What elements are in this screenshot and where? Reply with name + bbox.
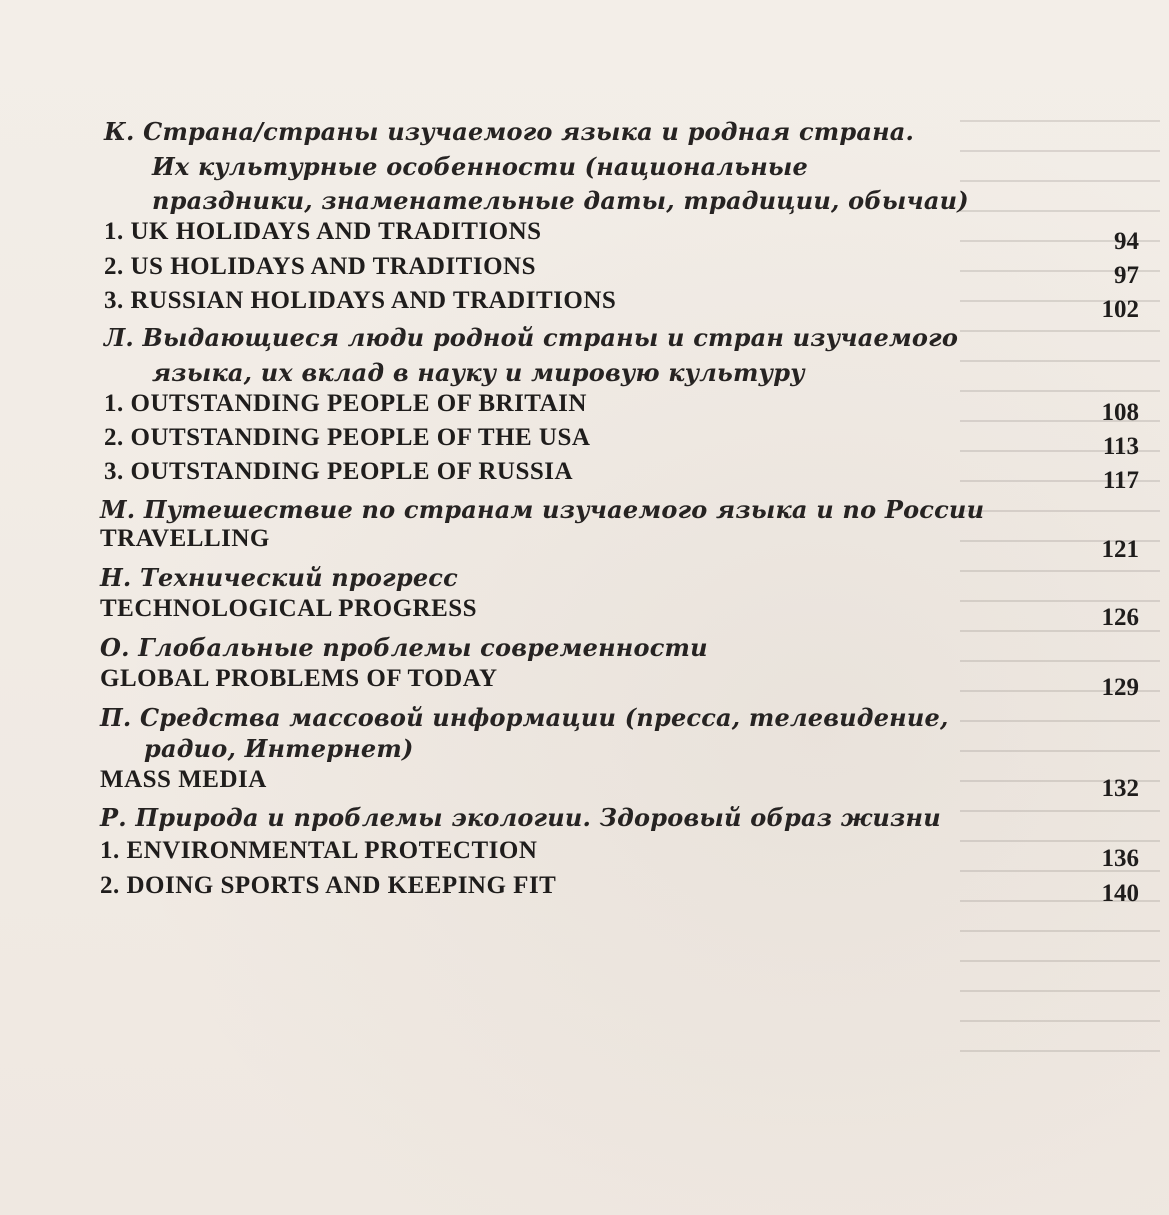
section-heading-p-line-1: П. Средства массовой информации (пресса, телевидение, bbox=[100, 703, 949, 732]
section-heading-l-line-1: Л. Выдающиеся люди родной страны и стран изучаемого bbox=[104, 323, 959, 352]
section-heading-k-line-1: К. Страна/страны изучаемого языка и родная страна. bbox=[104, 117, 915, 146]
toc-entry-global-problems[interactable]: GLOBAL PROBLEMS OF TODAY bbox=[100, 665, 498, 692]
page-number-people-usa: 113 bbox=[1102, 433, 1139, 460]
page-number-uk-holidays: 94 bbox=[1114, 228, 1139, 255]
page-number-us-holidays: 97 bbox=[1114, 262, 1139, 289]
toc-entry-uk-holidays[interactable]: 1. UK HOLIDAYS AND TRADITIONS bbox=[104, 218, 542, 245]
toc-entry-russian-holidays[interactable]: 3. RUSSIAN HOLIDAYS AND TRADITIONS bbox=[104, 287, 617, 314]
page-number-environmental-protection: 136 bbox=[1101, 845, 1139, 872]
section-heading-p-line-2: радио, Интернет) bbox=[144, 734, 414, 763]
page-number-doing-sports: 140 bbox=[1101, 880, 1139, 907]
section-heading-o: О. Глобальные проблемы современности bbox=[100, 633, 708, 662]
page-number-technological-progress: 126 bbox=[1101, 604, 1139, 631]
section-heading-l-line-2: языка, их вклад в науку и мировую культуру bbox=[152, 358, 805, 387]
section-heading-k-line-2: Их культурные особенности (национальные bbox=[152, 152, 809, 181]
toc-entry-people-russia[interactable]: 3. OUTSTANDING PEOPLE OF RUSSIA bbox=[104, 458, 574, 485]
page-number-global-problems: 129 bbox=[1101, 674, 1139, 701]
toc-entry-mass-media[interactable]: MASS MEDIA bbox=[100, 766, 267, 793]
section-heading-k-line-3: праздники, знаменательные даты, традиции, обычаи) bbox=[152, 186, 969, 215]
page-number-people-britain: 108 bbox=[1101, 399, 1139, 426]
toc-entry-technological-progress[interactable]: TECHNOLOGICAL PROGRESS bbox=[100, 595, 478, 622]
toc-entry-doing-sports[interactable]: 2. DOING SPORTS AND KEEPING FIT bbox=[100, 872, 557, 899]
toc-entry-us-holidays[interactable]: 2. US HOLIDAYS AND TRADITIONS bbox=[104, 253, 536, 280]
section-heading-m: М. Путешествие по странам изучаемого языка и по России bbox=[100, 495, 985, 524]
page-number-people-russia: 117 bbox=[1102, 467, 1139, 494]
page-number-mass-media: 132 bbox=[1101, 775, 1139, 802]
page-number-travelling: 121 bbox=[1101, 536, 1139, 563]
section-heading-r: Р. Природа и проблемы экологии. Здоровый образ жизни bbox=[100, 803, 941, 832]
toc-entry-people-usa[interactable]: 2. OUTSTANDING PEOPLE OF THE USA bbox=[104, 424, 591, 451]
section-heading-n: Н. Технический прогресс bbox=[100, 563, 458, 592]
page-number-russian-holidays: 102 bbox=[1101, 296, 1139, 323]
toc-entry-people-britain[interactable]: 1. OUTSTANDING PEOPLE OF BRITAIN bbox=[104, 390, 587, 417]
toc-entry-travelling[interactable]: TRAVELLING bbox=[100, 525, 270, 552]
toc-entry-environmental-protection[interactable]: 1. ENVIRONMENTAL PROTECTION bbox=[100, 837, 538, 864]
